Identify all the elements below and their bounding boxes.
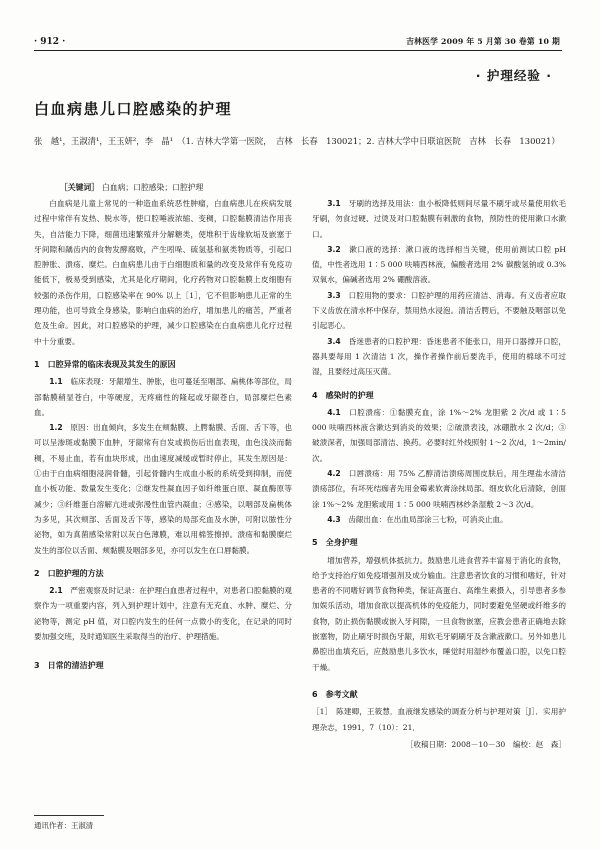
column-title: · 护理经验 · — [475, 68, 552, 83]
keywords-label: ［关键词］ — [60, 183, 99, 192]
text-3-3: 口腔用物的要求：口腔护理的用药应清洁、消毒。有义齿者应取下义齿放在清水杯中保存，禁用热水浸泡。清洁舌腭后，不要触及咽部以免引起恶心。 — [312, 290, 567, 331]
author-line: 张 越¹，王淑清¹，王玉妍²，李 晶¹ （1. 吉林大学第一医院， 吉林 长春 130021；2. 吉林大学中日联谊医院 吉林 长春 130021） — [34, 136, 560, 146]
label-1-1: 1.1 — [49, 377, 63, 387]
text-2-1: 严密观察及时记录：在护理白血患者过程中，对患者口腔黏膜的观察作为一项重要内容，列入到护理计划中，注意有无充血、水肿、糜烂、分泌物等，测定 pH 值，对口腔内发生的任何一点微小的变化，在记录的同时要加强交班，及时通知医生采取得当的治疗、护理措施。 — [34, 586, 293, 642]
label-1-2: 1.2 — [49, 423, 63, 433]
footnote-rule — [34, 815, 104, 816]
para-1-1 — [34, 374, 292, 420]
section-3-heading: 3 日常的清洁护理 — [34, 661, 104, 671]
section-2-heading: 2 口腔护理的方法 — [34, 568, 104, 578]
label-4-1: 4.1 — [327, 407, 341, 417]
para-3-3 — [312, 288, 566, 334]
para-3-2 — [312, 242, 566, 288]
label-4-3: 4.3 — [327, 514, 341, 524]
para-3-1 — [312, 196, 566, 242]
label-4-2: 4.2 — [327, 469, 341, 479]
text-3-1: 牙刷的选择及用法：血小板降低则间尽量不刷牙或尽量使用软毛牙刷，勿食过硬、过烫及对口腔黏膜有刺激的食物，预防性的使用漱口水漱口。 — [312, 199, 567, 239]
left-column — [34, 196, 292, 676]
section-4-heading: 4 感染时的护理 — [312, 390, 374, 400]
para-4-3 — [312, 512, 566, 527]
section-1-heading: 1 口腔异常的临床表现及其发生的原因 — [34, 359, 176, 369]
text-4-3: 齿龈出血：在出血局部涂三七粉，可消炎止血。 — [348, 514, 508, 524]
para-2-1 — [34, 583, 292, 644]
text-4-1: 口腔溃疡：①黏膜充血，涂 1%～2% 龙胆紫 2 次/d 或 1∶5 000 呋喃西林液含漱达到消炎的效果；②破溃表浅，冰硼散水 2 次/d；③破溃深者，加强局部清洁、换药。必要时红外线照射 1～2 次/d，1～2min/次。 — [312, 407, 566, 463]
label-3-1: 3.1 — [327, 199, 341, 208]
corresponding-author: 通讯作者：王淑清 — [34, 821, 94, 830]
para-5: 增加营养，增强机体抵抗力。鼓励患儿进食营养丰富易于消化的食物，给予支持治疗如免疫增强剂及成分输血。注意患者饮食的习惯和嗜好，针对患者的不同嗜好调节食物种类，保证高蛋白、高维生素摄入，引导患者多参加娱乐活动，增加食欲以提高机体的免疫能力，同时要避免坚硬或纤维多的食物，防止损伤黏膜或嵌入牙间隙，一旦食物嵌塞，应教会患者正确地去除嵌塞物，防止刷牙时损伤牙龈，用软毛牙刷刷牙及含漱液漱口。另外如患儿鼻腔出血填充后，应鼓励患儿多饮水，睡觉时用湿纱布覆盖口腔，以免口腔干燥。 — [312, 555, 566, 672]
text-3-2: 漱口液的选择：漱口液的选择相当关键，使用前测试口腔 pH 值，中性者选用 1∶5 000 呋喃西林液，偏酸者选用 2% 碳酸氢钠或 0.3% 双氧水，偏碱者选用 2% 硼酸溶液。 — [312, 244, 567, 285]
label-3-2: 3.2 — [327, 244, 341, 254]
section-5-heading: 5 全身护理 — [312, 538, 358, 548]
keywords-text: 白血病；口腔感染；口腔护理 — [101, 183, 204, 192]
text-1-2: 原因：出血倾向，多发生在颊黏膜、上腭黏膜、舌面、舌下等，也可以呈渗斑或黏膜下血肿，牙龈常有自发或损伤后出血表现，血色浅淡而黏稠，不易止血，若有血块形成，出血速度减缓或暂时停止，其发生原因是：①由于白血病细胞浸润骨髓，引起骨髓内生成血小板的系统受到抑制，而使血小板功能、数量发生变化；②继发性凝血因子如纤维蛋白原、凝血酶原等减少；③纤维蛋白溶解亢进或弥漫性血管内凝血；④感染，以咽部及扁桃体为多见，其次颊部、舌面及舌下等，感染的局部充血及水肿，可附以脓性分泌物，如为真菌感染常附以灰白色薄膜，难以用棉签擦掉。溃疡和黏膜糜烂发生的部位以舌面、颊黏膜及咽部多见，亦可以发生在口唇黏膜。 — [34, 423, 293, 555]
label-3-4: 3.4 — [327, 336, 341, 346]
journal-info: 吉林医学 2009 年 5 月第 30 卷第 10 期 — [406, 37, 560, 46]
reference-1: ［1］ 陈建卿，王筱慧．血液继发感染的调查分析与护理对策［J］．实用护理杂志，1991，7（10）：21． — [312, 707, 566, 732]
reference-list — [312, 704, 566, 735]
para-1-2 — [34, 420, 292, 558]
section-6-heading: 6 参考文献 — [312, 689, 358, 699]
text-3-4: 昏迷患者的口腔护理：昏迷患者不能张口，用开口器撑开口腔，器具要每用 1 次清洁 1 次，操作者操作前后要洗手，使用的棉球不可过湿，且要经过高压灭菌。 — [312, 336, 567, 377]
page-number: · 912 · — [34, 37, 66, 47]
header-rule — [34, 50, 562, 51]
keywords — [60, 182, 203, 193]
label-3-3: 3.3 — [327, 290, 341, 300]
para-4-2 — [312, 466, 566, 512]
received-date: ［收稿日期：2008－10－30 编校：赵 森］ — [405, 739, 566, 749]
text-1-1: 临床表现：牙龈增生、肿胀，也可蔓延至咽部、扁桃体等部位，局部黏膜稍显苍白，中等硬度，无疼痛性的隆起或牙龈苍白，局部糜烂色素血。 — [34, 377, 293, 417]
article-title: 白血病患儿口腔感染的护理 — [34, 100, 233, 118]
intro-paragraph: 白血病是儿童上常见的一种造血系统恶性肿瘤，白血病患儿在疾病发展过程中常伴有发热、脱水等，使口腔唾液浓缩、变稠，口腔黏膜清洁作用丧失，自洁能力下降，细菌迅速繁殖并分解糖类，使堆积于齿缘软垢及嵌塞于牙间隙和龋齿内的食物发酵腐败，产生吲哚、硫氢基和氨类物质等，引起口腔肿胀、溃疡、糜烂。白血病患儿由于白细胞质和量的改变及常伴有免疫功能低下，极易受到感染，尤其是化疗期间，化疗药物对口腔黏膜上皮细胞有较强的杀伤作用，口腔感染率在 90% 以上［1］，它不但影响患儿正常的生理功能，也可导致全身感染，影响白血病的治疗，增加患儿的痛苦，严重者危及生命。因此，对口腔感染的护理，减少口腔感染在白血病患儿化疗过程中十分重要。 — [34, 199, 292, 346]
right-column — [312, 196, 566, 752]
para-4-1 — [312, 405, 566, 466]
text-4-2: 口唇溃疡：用 75% 乙醇清洁溃疡周围皮肤后，用生理盐水清洁溃疡部位，有坏死结痂者先用金霉素软膏涂抹局部。细皮软化后清除，创面涂 1%～2% 龙胆紫或用 1∶5 000 呋喃西林纱条湿敷 2～3 次/d。 — [312, 469, 567, 509]
label-2-1: 2.1 — [49, 586, 63, 596]
para-3-4 — [312, 334, 566, 380]
